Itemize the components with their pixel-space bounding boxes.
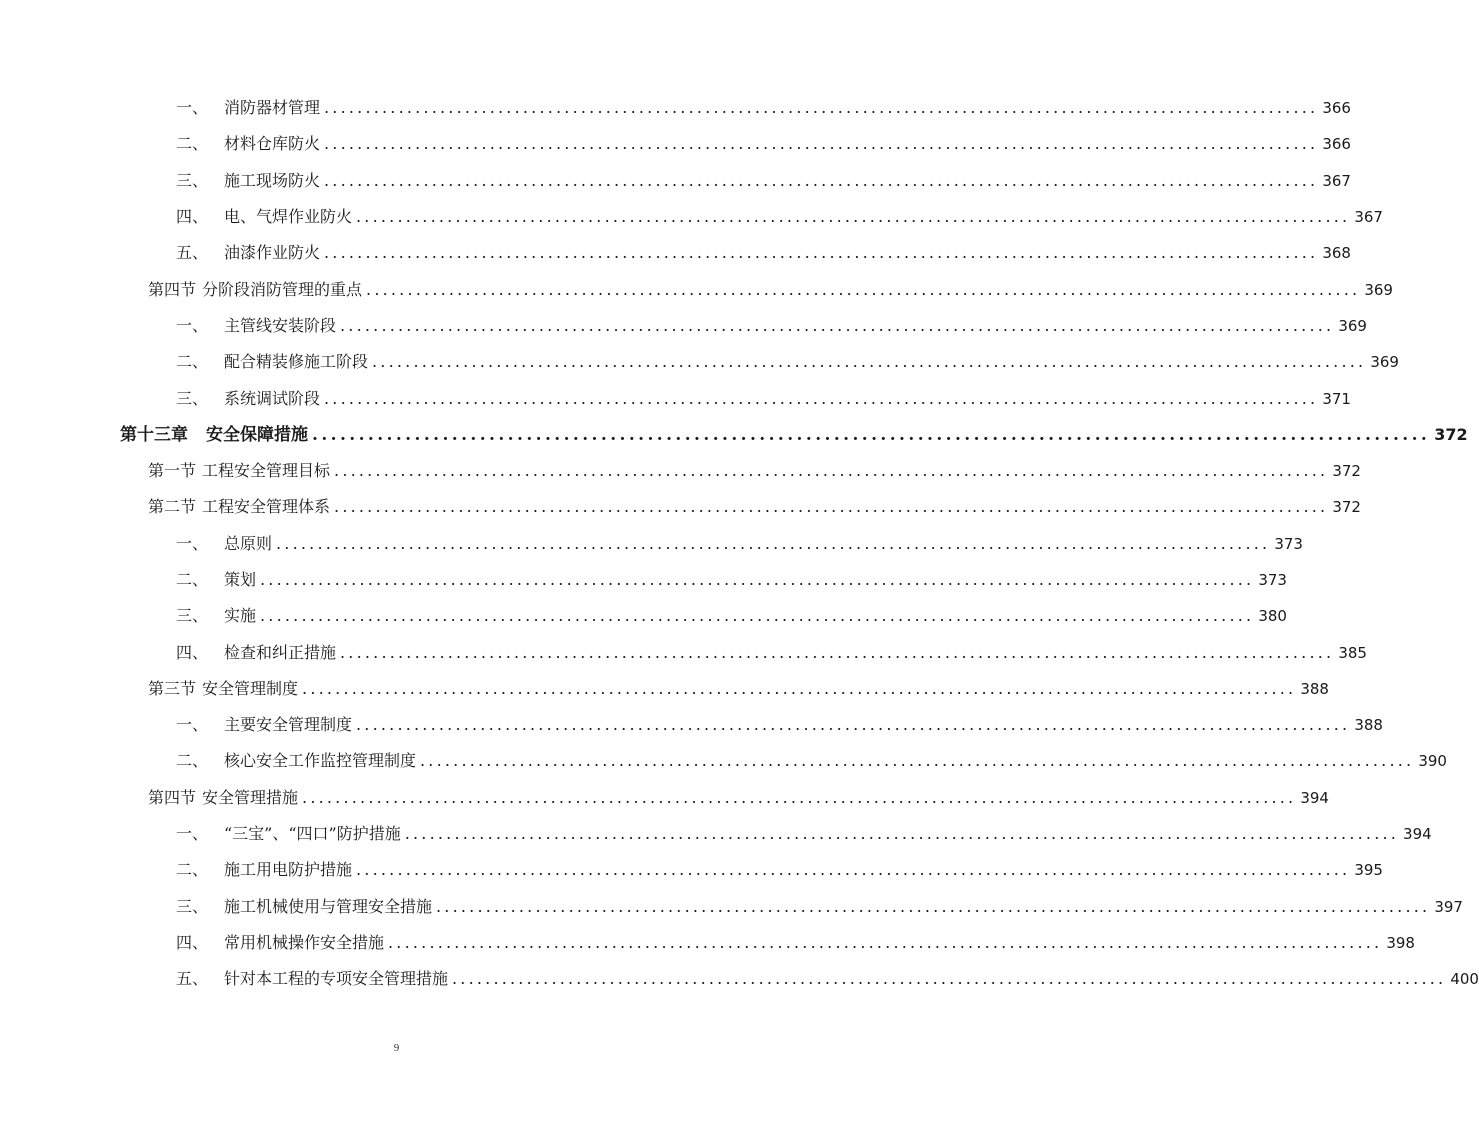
toc-entry-number: 第四节: [148, 279, 197, 299]
toc-entry-item[interactable]: [0, 889, 1463, 925]
toc-entry-page: 367: [1354, 208, 1383, 227]
toc-entry-number: 三、: [176, 388, 209, 408]
toc-entry-number: 三、: [176, 170, 209, 190]
toc-entry-title: [176, 933, 384, 953]
toc-entry-text: 安全保障措施: [206, 424, 308, 445]
toc-entry-number: 一、: [176, 715, 209, 735]
toc-entry-item[interactable]: [0, 634, 1367, 670]
toc-entry-item[interactable]: [0, 816, 1432, 852]
toc-entry-item[interactable]: [0, 90, 1351, 126]
toc-entry-text: 材料仓库防火: [224, 134, 321, 154]
toc-entry-text: 配合精装修施工阶段: [224, 352, 369, 372]
toc-entry-page: 388: [1300, 679, 1329, 698]
toc-entry-number: 五、: [176, 969, 209, 989]
toc-dot-leader: ........................................................................................................................: [388, 932, 1383, 952]
toc-entry-text: 核心安全工作监控管理制度: [224, 751, 417, 771]
toc-entry-page: 373: [1274, 534, 1303, 553]
toc-entry-page: 369: [1370, 353, 1399, 372]
toc-entry-text: 安全管理制度: [202, 678, 299, 698]
toc-entry-number: 二、: [176, 134, 209, 154]
toc-entry-number: 五、: [176, 243, 209, 263]
toc-entry-page: 366: [1322, 99, 1351, 118]
toc-entry-title: [176, 243, 320, 263]
toc-entry-title: [176, 897, 432, 917]
toc-entry-section[interactable]: [0, 271, 1393, 307]
toc-entry-title: [148, 461, 330, 481]
toc-dot-leader: ........................................................................................................................: [452, 969, 1447, 989]
toc-entry-title: [176, 352, 368, 372]
toc-entry-page: 385: [1338, 643, 1367, 662]
toc-entry-page: 371: [1322, 389, 1351, 408]
toc-entry-text: 油漆作业防火: [224, 243, 321, 263]
toc-entry-title: [148, 679, 298, 699]
toc-entry-page: 394: [1403, 825, 1432, 844]
toc-entry-text: 分阶段消防管理的重点: [202, 279, 363, 299]
toc-entry-text: “三宝”、“四口”防护措施: [224, 824, 401, 844]
toc-entry-number: 一、: [176, 824, 209, 844]
toc-entry-item[interactable]: [0, 235, 1351, 271]
toc-entry-text: 常用机械操作安全措施: [224, 932, 385, 952]
toc-dot-leader: ........................................................................................................................: [436, 896, 1431, 916]
toc-entry-item[interactable]: [0, 526, 1303, 562]
toc-entry-title: [176, 643, 336, 663]
toc-entry-text: 施工用电防护措施: [224, 860, 353, 880]
toc-entry-page: 367: [1322, 171, 1351, 190]
toc-entry-title: [176, 606, 256, 626]
toc-entry-number: 三、: [176, 606, 209, 626]
toc-entry-number: 一、: [176, 533, 209, 553]
toc-entry-item[interactable]: [0, 308, 1367, 344]
toc-entry-text: 主管线安装阶段: [224, 315, 337, 335]
toc-entry-title: [176, 860, 352, 880]
toc-entry-text: 检查和纠正措施: [224, 642, 337, 662]
toc-entry-text: 总原则: [224, 533, 273, 553]
toc-entry-number: 四、: [176, 932, 209, 952]
toc-dot-leader: ........................................................................................................................: [340, 642, 1335, 662]
toc-entry-item[interactable]: [0, 163, 1351, 199]
toc-entry-title: [148, 497, 330, 517]
toc-dot-leader: ........................................................................................................................: [324, 134, 1319, 154]
toc-dot-leader: ........................................................................................................................: [302, 787, 1297, 807]
toc-entry-page: 369: [1338, 316, 1367, 335]
toc-entry-title: [176, 969, 448, 989]
toc-entry-page: 388: [1354, 716, 1383, 735]
toc-dot-leader: ........................................................................................................................: [372, 352, 1367, 372]
toc-dot-leader: ........................................................................................................................: [340, 315, 1335, 335]
toc-entry-section[interactable]: [0, 453, 1361, 489]
table-of-contents: [0, 90, 1479, 997]
toc-entry-title: [176, 824, 401, 844]
toc-entry-item[interactable]: [0, 743, 1447, 779]
toc-entry-title: [148, 280, 362, 300]
toc-dot-leader: ........................................................................................................................: [260, 606, 1255, 626]
toc-dot-leader: ........................................................................................................................: [324, 243, 1319, 263]
toc-entry-title: [176, 715, 352, 735]
toc-entry-number: 一、: [176, 98, 209, 118]
toc-entry-text: 工程安全管理目标: [202, 461, 331, 481]
toc-entry-text: 主要安全管理制度: [224, 715, 353, 735]
toc-entry-title: [120, 425, 308, 445]
toc-entry-number: 二、: [176, 352, 209, 372]
toc-entry-item[interactable]: [0, 925, 1415, 961]
toc-entry-title: [176, 316, 336, 336]
toc-entry-page: 390: [1418, 752, 1447, 771]
toc-dot-leader: ........................................................................................................................: [312, 424, 1431, 445]
toc-entry-number: 四、: [176, 207, 209, 227]
toc-entry-section[interactable]: [0, 780, 1329, 816]
toc-entry-title: [148, 788, 298, 808]
toc-entry-title: [176, 134, 320, 154]
toc-entry-text: 策划: [224, 570, 257, 589]
toc-entry-text: 消防器材管理: [224, 98, 321, 118]
toc-entry-item[interactable]: [0, 852, 1383, 888]
toc-entry-number: 二、: [176, 860, 209, 880]
toc-entry-text: 施工现场防火: [224, 170, 321, 190]
toc-entry-number: 第三节: [148, 678, 197, 698]
toc-entry-text: 针对本工程的专项安全管理措施: [224, 969, 449, 989]
toc-entry-text: 施工机械使用与管理安全措施: [224, 896, 433, 916]
toc-dot-leader: ........................................................................................................................: [260, 570, 1255, 589]
toc-entry-number: 第十三章: [120, 424, 188, 445]
toc-entry-chapter[interactable]: [0, 417, 1468, 453]
toc-entry-section[interactable]: [0, 671, 1329, 707]
toc-entry-title: [176, 534, 272, 554]
toc-dot-leader: ........................................................................................................................: [356, 860, 1351, 880]
toc-entry-page: 366: [1322, 135, 1351, 154]
toc-entry-title: [176, 751, 416, 771]
toc-entry-number: 一、: [176, 315, 209, 335]
toc-entry-number: 第四节: [148, 787, 197, 807]
toc-entry-number: 四、: [176, 642, 209, 662]
toc-dot-leader: ........................................................................................................................: [356, 207, 1351, 227]
toc-dot-leader: ........................................................................................................................: [324, 388, 1319, 408]
toc-entry-number: 二、: [176, 751, 209, 771]
toc-entry-title: [176, 98, 320, 118]
toc-entry-page: 380: [1258, 607, 1287, 626]
toc-dot-leader: ........................................................................................................................: [324, 170, 1319, 190]
toc-dot-leader: ........................................................................................................................: [420, 751, 1415, 771]
toc-dot-leader: ........................................................................................................................: [324, 98, 1319, 118]
toc-entry-number: 二、: [176, 570, 209, 589]
toc-entry-item[interactable]: [0, 961, 1479, 997]
toc-entry-page: 398: [1386, 933, 1415, 952]
toc-entry-title: [176, 171, 320, 191]
toc-entry-number: 第二节: [148, 497, 197, 517]
toc-entry-text: 实施: [224, 606, 257, 626]
toc-entry-page: 397: [1434, 897, 1463, 916]
toc-dot-leader: ........................................................................................................................: [334, 461, 1329, 481]
toc-entry-section[interactable]: [0, 489, 1361, 525]
toc-entry-text: 系统调试阶段: [224, 388, 321, 408]
toc-entry-item[interactable]: [0, 562, 1287, 598]
toc-entry-text: 工程安全管理体系: [202, 497, 331, 517]
toc-dot-leader: ........................................................................................................................: [366, 279, 1361, 299]
toc-entry-item[interactable]: [0, 707, 1383, 743]
toc-entry-page: 368: [1322, 244, 1351, 263]
toc-entry-item[interactable]: [0, 126, 1351, 162]
toc-dot-leader: ........................................................................................................................: [356, 715, 1351, 735]
toc-entry-page: 372: [1332, 498, 1361, 517]
toc-entry-page: 372: [1434, 424, 1468, 444]
toc-entry-number: 第一节: [148, 461, 197, 481]
toc-entry-number: 三、: [176, 896, 209, 916]
toc-entry-item[interactable]: [0, 344, 1399, 380]
toc-entry-page: 372: [1332, 462, 1361, 481]
toc-entry-text: 电、气焊作业防火: [224, 207, 353, 227]
toc-entry-title: [176, 207, 352, 227]
toc-dot-leader: ........................................................................................................................: [334, 497, 1329, 517]
toc-entry-item[interactable]: [0, 199, 1383, 235]
toc-dot-leader: ........................................................................................................................: [276, 533, 1271, 553]
toc-entry-item[interactable]: [0, 380, 1351, 416]
toc-entry-page: 394: [1300, 788, 1329, 807]
page-number: 9: [393, 1042, 400, 1054]
toc-entry-page: 373: [1258, 571, 1287, 589]
toc-entry-text: 安全管理措施: [202, 787, 299, 807]
toc-dot-leader: ........................................................................................................................: [302, 678, 1297, 698]
toc-entry-page: 395: [1354, 861, 1383, 880]
toc-dot-leader: ........................................................................................................................: [404, 824, 1400, 844]
toc-entry-page: 369: [1364, 280, 1393, 299]
toc-entry-title: [176, 389, 320, 409]
toc-entry-title: [176, 570, 256, 590]
toc-entry-page: 400: [1450, 970, 1479, 989]
toc-entry-item[interactable]: [0, 598, 1287, 634]
